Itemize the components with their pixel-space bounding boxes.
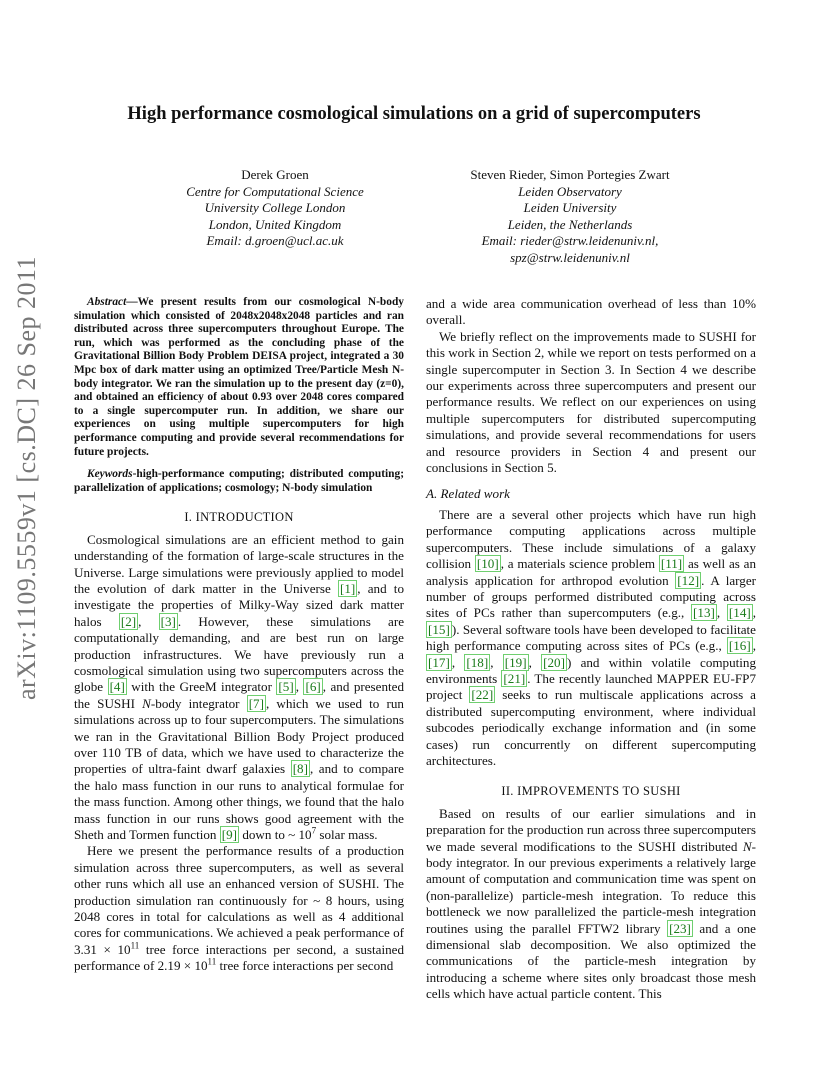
citation-link[interactable]: [17] — [428, 654, 450, 670]
section-heading-introduction: I. INTRODUCTION — [184, 510, 294, 525]
text-run: , — [528, 654, 542, 670]
text-run: tree force interactions per second, a sustained performance of 2.19 × 10 — [74, 941, 404, 974]
citation-link[interactable]: [22] — [471, 687, 494, 703]
right-paragraph-2: We briefly reflect on the improvements made to SUSHI for this work in Section 2, while we report on tests performed on a single supercomputer in Section 3. In Section 4 we describe our experiments across three supercomputers and present our performance results. We reflect on our experiences on using multiple supercomputers for distributed supercomputing simulations, and provide several recommendations for users and resource providers in Section 4 and present our conclusions in Section 5. — [426, 328, 756, 476]
right-column — [426, 296, 756, 1003]
text-run: and a one dimensional slab decomposition. We also optimized the communications of the particle-mesh integration by introducing a scheme where sites only broadcast those mesh cells which have actual particle content. This — [426, 920, 756, 1002]
text-run: . However, these simulations are computationally demanding, and are best run on large production infrastructures. We have previously run a cosmological simulation using two supercomputers across the globe — [74, 613, 405, 695]
citation-link[interactable]: [6] — [305, 679, 321, 695]
exponent: 7 — [311, 825, 317, 836]
text-run: seeks to run multiscale applications across a distributed supercomputing environment, where individual subcodes periodically exchange information and (in some cases) run concurrently on different supercomputing architectures. — [426, 687, 756, 768]
text-run: , and to investigate the properties of Milky-Way sized dark matter halos — [74, 580, 404, 629]
text-run: , — [295, 679, 304, 695]
text-run: , — [490, 654, 503, 670]
citation-link[interactable]: [12] — [677, 572, 700, 588]
paper-title: High performance cosmological simulations on a grid of supercomputers — [127, 104, 701, 124]
author-affiliation: Leiden University — [523, 200, 617, 215]
left-column — [74, 296, 404, 975]
right-paragraph-1: and a wide area communication overhead of less than 10% overall. — [426, 296, 756, 328]
text-run: with the GreeM integrator — [126, 679, 277, 695]
text-run: . A larger number of groups performed distributed computing across sites of PCs rather than supercomputers (e.g., — [426, 572, 756, 621]
text-run: There are a several other projects which have run high performance computing applications across multiple supercomputers. These include simulations of a galaxy collision — [426, 506, 756, 572]
text-run: Based on results of our earlier simulations and in preparation for the production run across three supercomputers we made several modifications to the SUSHI distributed — [426, 805, 756, 854]
text-run: . The recently launched MAPPER EU-FP7 project — [426, 670, 756, 703]
subsection-heading-related-work: A. Related work — [426, 486, 510, 502]
author-affiliation: London, United Kingdom — [208, 216, 342, 232]
text-run: -body integrator. In our previous experiments a relatively large amount of computation and communication time was spent on (non-parallelize) particle-mesh integration. To reduce this bottleneck we now parallelized the particle-mesh integration routines using the parallel FFTW2 library — [426, 838, 756, 936]
author-name: Steven Rieder, Simon Portegies Zwart — [470, 167, 670, 182]
author-name: Derek Groen — [241, 167, 309, 182]
author-email[interactable]: Email: d.groen@ucl.ac.uk — [206, 233, 344, 248]
citation-link[interactable]: [4] — [109, 679, 125, 695]
citation-link[interactable]: [16] — [728, 638, 751, 654]
author-block-2 — [420, 167, 720, 266]
exponent: 11 — [130, 940, 140, 951]
citation-link[interactable]: [19] — [504, 654, 527, 670]
citation-link[interactable]: [21] — [503, 670, 526, 686]
intro-paragraph-2 — [74, 843, 404, 974]
text-run: solar mass. — [316, 827, 378, 843]
related-work-paragraph — [426, 507, 756, 770]
text-run: , — [716, 605, 727, 621]
citation-link[interactable]: [3] — [160, 613, 176, 629]
text-run: Cosmological simulations are an efficient method to gain understanding of the formation of large-scale structures in the Universe. Large simulations were previously applied to model the evolution of dark matter in the Universe — [74, 531, 404, 596]
text-run: tree force interactions per second — [216, 958, 394, 974]
citation-link[interactable]: [14] — [728, 605, 751, 621]
text-run: -body integrator — [150, 695, 247, 711]
keywords-label: Keywords — [87, 468, 133, 481]
author-affiliation: Leiden, the Netherlands — [507, 216, 633, 232]
abstract — [74, 296, 404, 459]
math-symbol: N — [142, 695, 151, 711]
text-run: down to ~ 10 — [239, 827, 312, 843]
author-affiliation: Leiden Observatory — [518, 183, 622, 199]
text-run: , — [752, 638, 756, 654]
abstract-label: Abstract — [87, 296, 127, 308]
exponent: 11 — [207, 956, 217, 967]
citation-link[interactable]: [7] — [248, 695, 264, 711]
author-email[interactable]: spz@strw.leidenuniv.nl — [510, 249, 630, 265]
text-run: , and presented the SUSHI — [74, 679, 405, 711]
math-symbol: N — [742, 838, 752, 854]
citation-link[interactable]: [23] — [669, 920, 691, 936]
text-run: , — [138, 613, 159, 629]
keywords-text: -high-performance computing; distributed computing; parallelization of applications; cosmology; N-body simulation — [74, 468, 404, 494]
citation-link[interactable]: [2] — [120, 613, 137, 629]
author-email[interactable]: Email: rieder@strw.leidenuniv.nl, — [481, 233, 659, 248]
abstract-text: —We present results from our cosmological N-body simulation which consisted of 2048x2048x2048 particles and ran distributed across three supercomputers throughout Europe. The run, which was performed as the concluding phase of the Gravitational Billion Body Problem DEISA project, integrated a 30 Mpc box of dark matter using an optimized Tree/Particle Mesh N-body integrator. We ran the simulation up to the present day (z=0), and obtained an efficiency of about 0.93 over 2048 cores compared to a single supercomputer run. In addition, we share our experiences on using multiple supercomputers for high performance computing and provide several recommendations for future projects. — [74, 296, 404, 458]
text-run: ). Several software tools have been developed to facilitate high performance computing across sites of PCs (e.g., — [426, 621, 756, 654]
citation-link[interactable]: [18] — [466, 654, 489, 670]
citation-link[interactable]: [9] — [221, 827, 238, 843]
arxiv-identifier: arXiv:1109.5559v1 [cs.DC] 26 Sep 2011 — [12, 255, 41, 701]
citation-link[interactable]: [5] — [278, 679, 294, 695]
citation-link[interactable]: [20] — [543, 654, 565, 670]
intro-paragraph-1 — [74, 532, 404, 844]
section-heading-improvements: II. IMPROVEMENTS TO SUSHI — [501, 784, 681, 799]
text-run: , — [451, 654, 465, 670]
citation-link[interactable]: [10] — [476, 556, 499, 572]
text-run: ) and within volatile computing environments — [426, 654, 757, 686]
citation-link[interactable]: [8] — [292, 761, 308, 777]
text-run: , which we used to run simulations across up to four supercomputers. The simulations we ran in the Gravitational Billion Body Project produced over 110 TB of data, which we have used to characterize the properties of ultra-faint dwarf galaxies — [74, 695, 404, 777]
citation-link[interactable]: [15] — [428, 621, 450, 637]
text-run: as well as an analysis application for arthropod evolution — [426, 556, 757, 588]
author-block-1 — [140, 167, 410, 250]
text-run: , — [752, 605, 757, 621]
text-run: , a materials science problem — [500, 556, 659, 572]
author-affiliation: Centre for Computational Science — [186, 183, 364, 199]
citation-link[interactable]: [13] — [693, 605, 715, 621]
keywords — [74, 468, 404, 495]
author-affiliation: University College London — [204, 200, 346, 215]
citation-link[interactable]: [1] — [339, 580, 356, 596]
text-run: Here we present the performance results of a production simulation across three supercomputers, as well as several other runs which all use an enhanced version of SUSHI. The production simulation ran continuously for ~ 8 hours, using 2048 cores in total for calculations as well as 4 additional cores for communications. We achieved a peak performance of 3.31 × 10 — [74, 843, 404, 957]
citation-link[interactable]: [11] — [660, 556, 683, 572]
text-run: , and to compare the halo mass function in our runs to analytical formulae for the mass function. Among other things, we found that the halo mass function in our runs shows good agreement with the Sheth and Tormen function — [74, 761, 404, 843]
improvements-paragraph — [426, 806, 756, 1003]
